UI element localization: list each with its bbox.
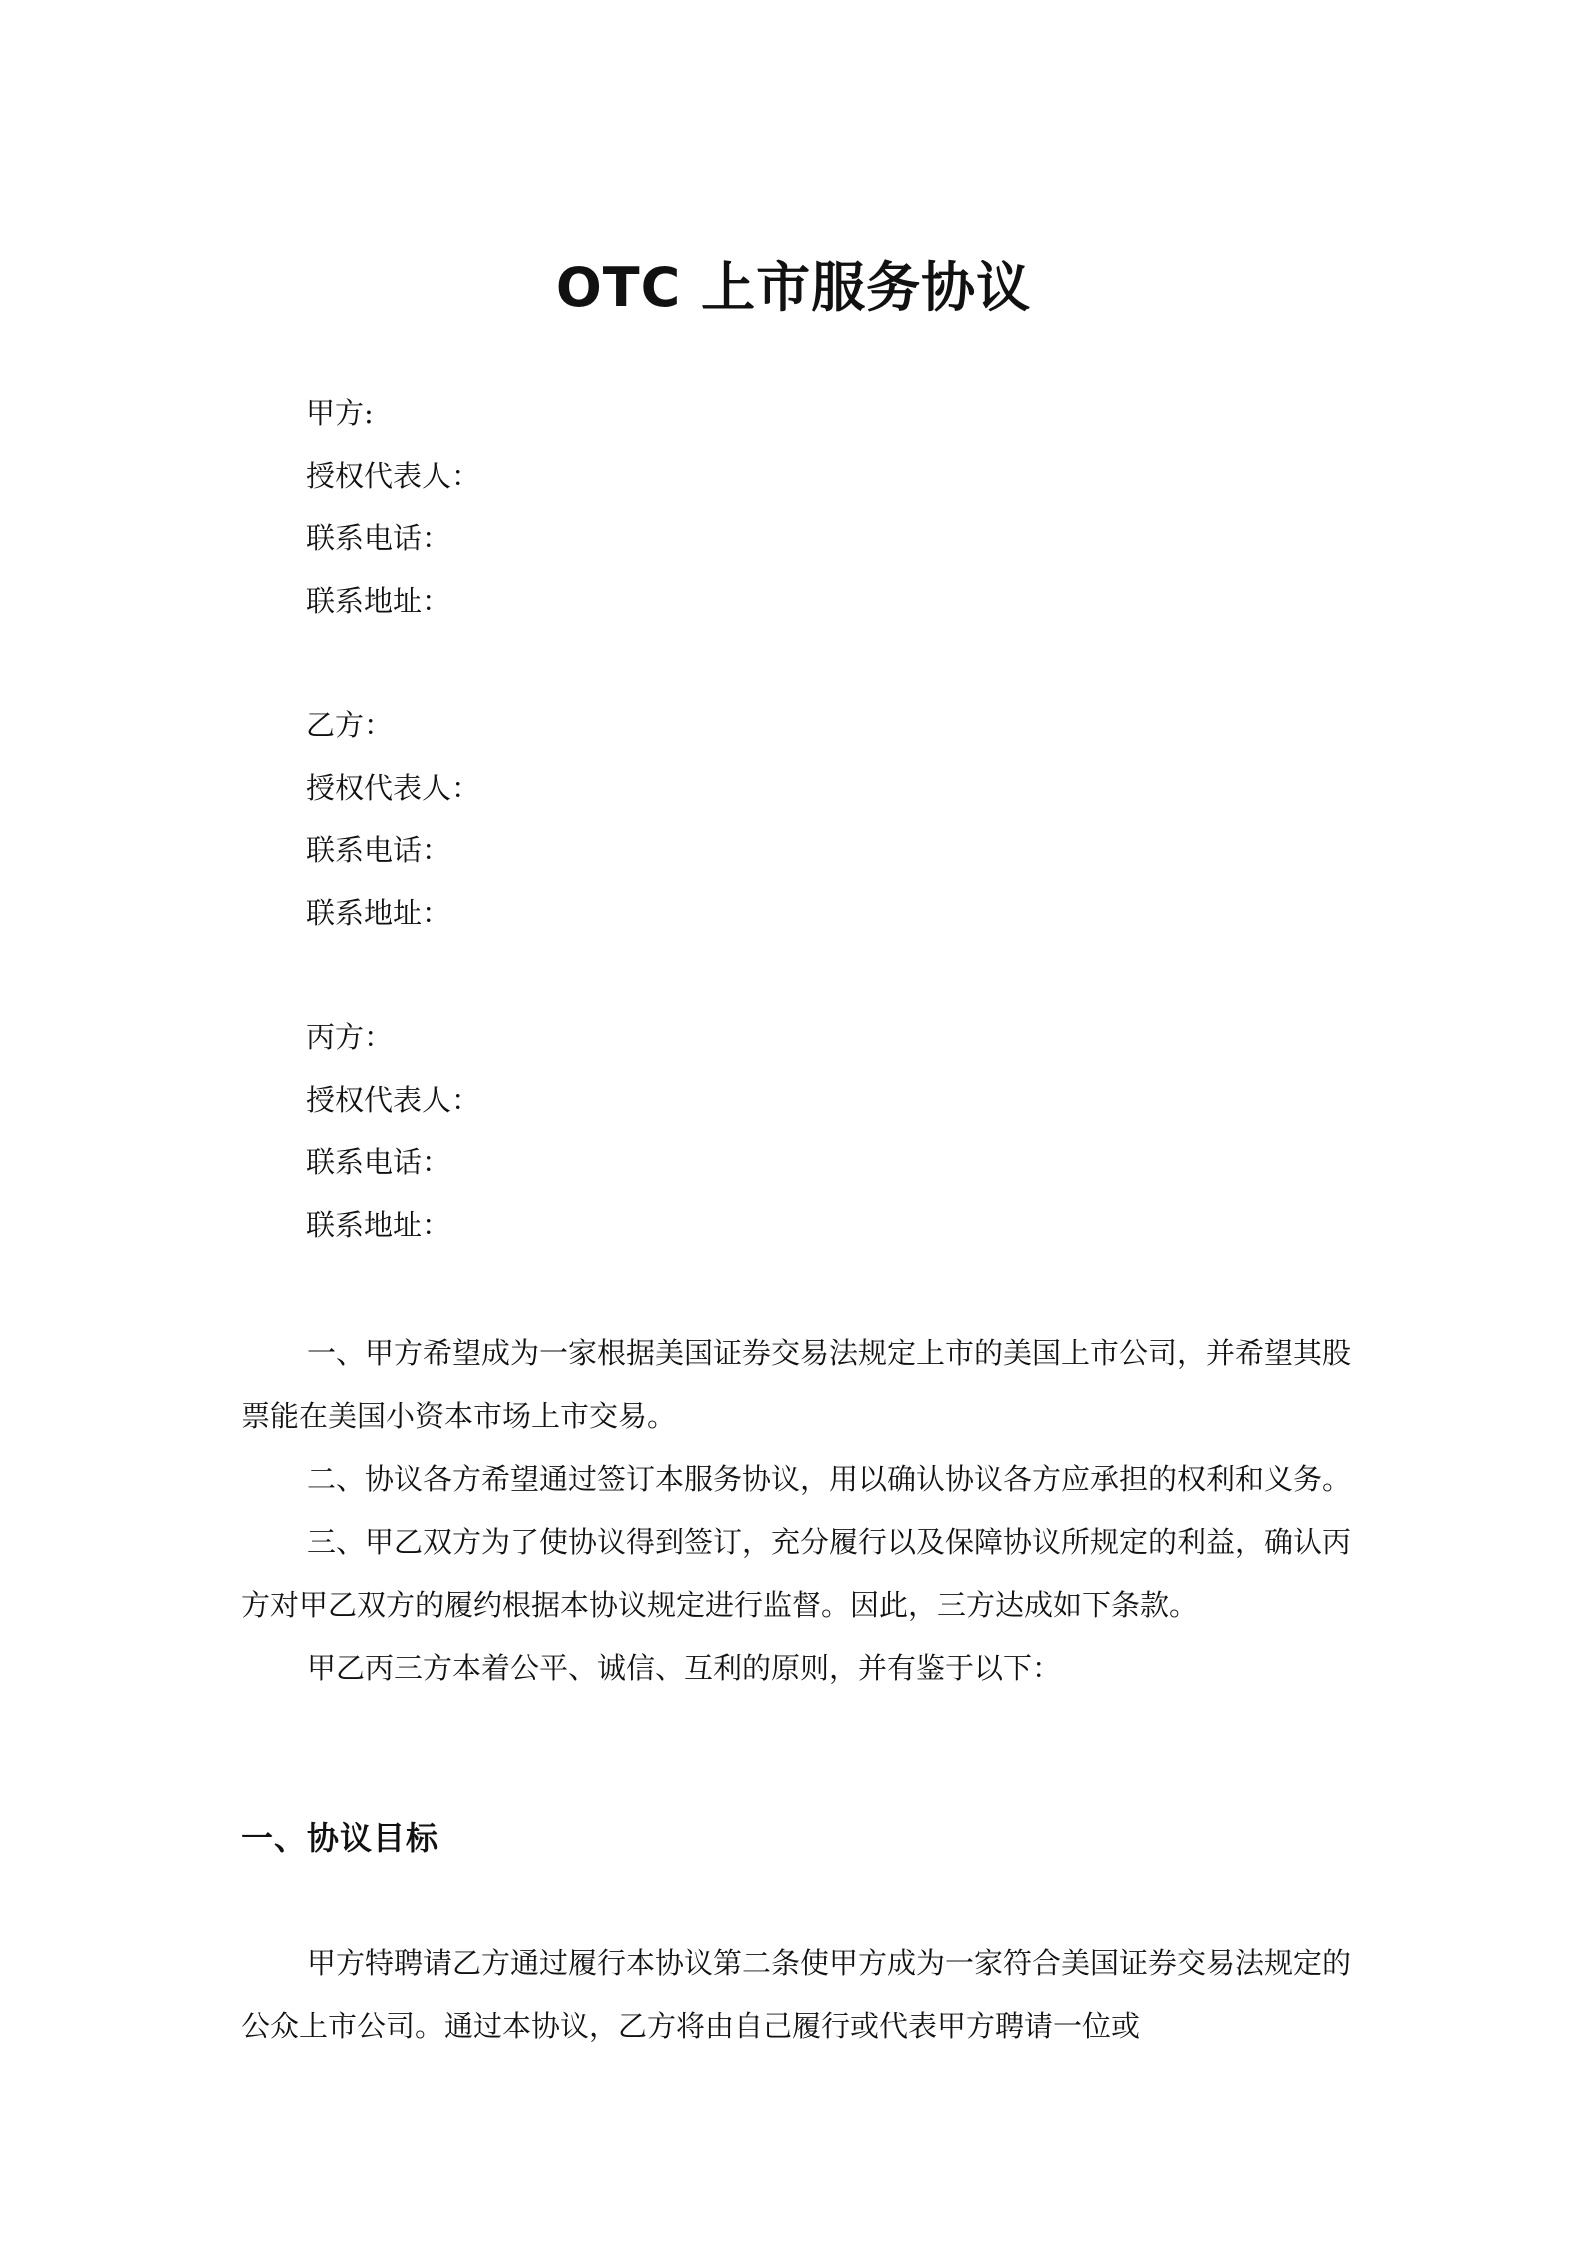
recital-paragraph-3: 三、甲乙双方为了使协议得到签订，充分履行以及保障协议所规定的利益，确认丙方对甲乙双方的履约根据本协议规定进行监督。因此，三方达成如下条款。 [241, 1525, 1352, 1622]
party-a-address-label: 联系地址： [306, 583, 452, 618]
party-c-phone-label: 联系电话： [306, 1145, 452, 1179]
recitals-block [241, 1322, 1351, 1700]
party-c-representative-label: 授权代表人： [306, 1082, 481, 1117]
party-b-name-label: 乙方： [306, 708, 394, 742]
party-c-address-label: 联系地址： [306, 1207, 452, 1242]
section-heading-agreement-objective: 一、协议目标 [241, 1819, 440, 1857]
recital-paragraph-1: 一、甲方希望成为一家根据美国证券交易法规定上市的美国上市公司，并希望其股票能在美国小资本市场上市交易。 [241, 1336, 1352, 1433]
party-a-phone-label: 联系电话： [306, 521, 452, 555]
recital-paragraph-4: 甲乙丙三方本着公平、诚信、互利的原则，并有鉴于以下： [307, 1651, 1062, 1685]
section-1-paragraph-1: 甲方特聘请乙方通过履行本协议第二条使甲方成为一家符合美国证券交易法规定的公众上市公司。通过本协议，乙方将由自己履行或代表甲方聘请一位或 [241, 1946, 1352, 2043]
party-c-block [306, 1006, 480, 1256]
party-a-name-label: 甲方: [306, 396, 374, 430]
party-c-name-label: 丙方： [306, 1020, 394, 1054]
party-b-phone-label: 联系电话： [306, 833, 452, 867]
party-b-address-label: 联系地址： [306, 895, 452, 930]
party-b-block [306, 694, 480, 944]
party-b-representative-label: 授权代表人： [306, 770, 481, 805]
recital-paragraph-2: 二、协议各方希望通过签订本服务协议，用以确认协议各方应承担的权利和义务。 [307, 1462, 1352, 1496]
document-title: OTC 上市服务协议 [555, 256, 1032, 319]
section-1-body [241, 1932, 1351, 2058]
party-a-representative-label: 授权代表人： [306, 458, 481, 493]
party-a-block [306, 382, 480, 632]
